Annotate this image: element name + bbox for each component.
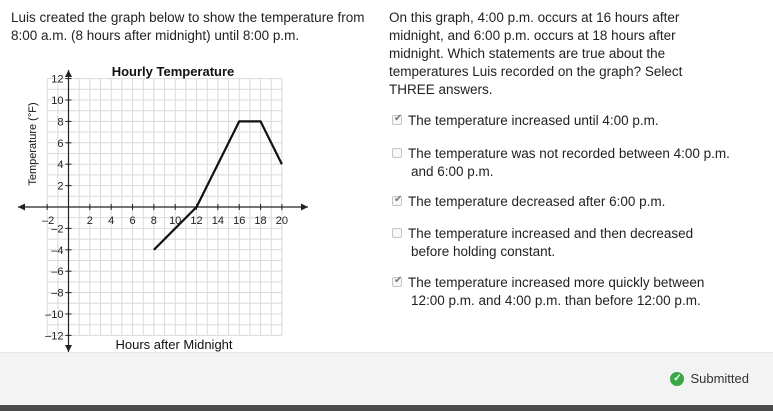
check-circle-icon: ✓ — [670, 372, 684, 386]
y-tick-label: 8 — [57, 116, 64, 129]
answer-label-line: The temperature increased until 4:00 p.m. — [408, 113, 659, 128]
answer-label-line: and 6:00 p.m. — [411, 164, 494, 179]
bottom-divider — [0, 405, 773, 411]
x-tick-label: 14 — [211, 215, 225, 227]
answer-checkbox[interactable] — [392, 115, 402, 125]
answer-label-line: 12:00 p.m. and 4:00 p.m. than before 12:00 p.m. — [411, 293, 701, 308]
x-axis-arrow-left — [18, 204, 25, 211]
x-tick-label: 8 — [150, 215, 157, 227]
checkmark-icon: ✔ — [394, 275, 403, 286]
checkmark-icon: ✔ — [394, 113, 403, 124]
answer-label-line: The temperature was not recorded between 4:00 p.m. — [408, 146, 730, 161]
y-tick-label: 12 — [51, 73, 64, 86]
graph-description: Luis created the graph below to show the temperature from 8:00 a.m. (8 hours after midnight) until 8:00 p.m. — [11, 10, 365, 43]
y-tick-label: 6 — [57, 137, 64, 150]
submitted-status — [670, 371, 749, 386]
y-tick-label: –12 — [45, 330, 64, 343]
answer-checkbox[interactable] — [392, 277, 402, 287]
y-tick-label: 2 — [57, 180, 64, 193]
x-tick-label: 18 — [254, 215, 267, 227]
x-tick-label: 16 — [233, 215, 246, 227]
x-tick-label: 20 — [275, 215, 289, 227]
y-tick-label: –2 — [51, 223, 64, 236]
submitted-label: Submitted — [690, 371, 749, 386]
y-tick-label: –10 — [45, 309, 64, 321]
answer-checkbox[interactable] — [392, 228, 402, 238]
y-tick-label: 10 — [51, 95, 64, 107]
x-tick-label: 12 — [190, 215, 203, 227]
x-tick-label: 6 — [129, 215, 136, 227]
x-tick-label: 10 — [169, 215, 182, 227]
answer-label-line: before holding constant. — [411, 244, 556, 259]
question-prompt: On this graph, 4:00 p.m. occurs at 16 hours after midnight, and 6:00 p.m. occurs at 18 hours after midnight. Which statements are true about the temperatures Luis recorded on the graph? Select THREE answers. — [389, 10, 683, 97]
chart-title: Hourly Temperature — [111, 64, 235, 79]
answer-checkbox[interactable] — [392, 148, 402, 158]
answer-label — [408, 112, 758, 130]
answer-label — [408, 145, 758, 181]
x-axis-label: Hours after Midnight — [115, 337, 233, 352]
x-tick-label: 2 — [86, 215, 93, 227]
y-axis-arrow-up — [65, 70, 72, 77]
x-axis-arrow-right — [301, 204, 308, 211]
answer-label-line: The temperature increased more quickly between — [408, 275, 705, 290]
y-axis-arrow-down — [65, 345, 72, 352]
x-tick-label: 4 — [108, 215, 115, 227]
y-axis-label: Temperature (°F) — [27, 102, 39, 186]
answer-label-line: The temperature increased and then decreased — [408, 226, 694, 241]
y-tick-label: –6 — [51, 266, 64, 279]
answer-label — [408, 225, 758, 261]
answer-checkbox[interactable] — [392, 196, 402, 206]
answer-label — [408, 274, 758, 310]
checkmark-icon: ✔ — [394, 194, 403, 205]
y-tick-label: 4 — [57, 159, 64, 172]
footer-bar — [0, 352, 773, 405]
answer-label — [408, 193, 758, 211]
y-tick-label: –8 — [51, 287, 64, 300]
answer-label-line: The temperature decreased after 6:00 p.m. — [408, 194, 666, 209]
x-tick-label: –2 — [42, 215, 55, 227]
y-tick-label: –4 — [51, 244, 64, 257]
hourly-temperature-chart — [0, 56, 330, 356]
